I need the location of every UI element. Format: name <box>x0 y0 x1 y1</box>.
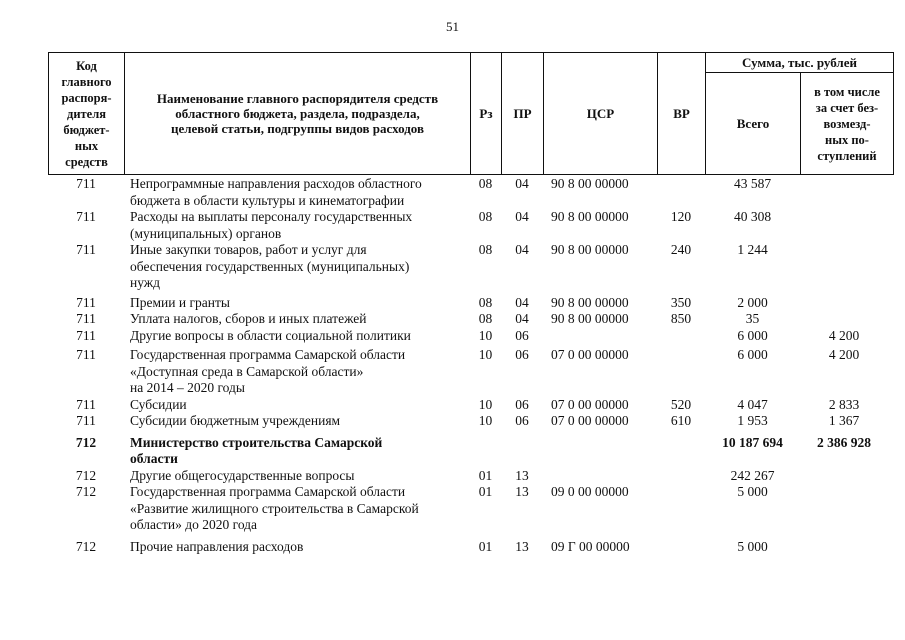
cell-vtch <box>800 484 888 534</box>
header-kod-line: ных <box>74 138 99 153</box>
header-vtch <box>801 73 894 175</box>
cell-kod: 711 <box>76 311 96 326</box>
header-vr: ВР <box>658 53 706 175</box>
table-row <box>48 484 888 534</box>
cell-vsego: 6 000 <box>737 347 768 362</box>
cell-csr: 90 8 00 00000 <box>551 209 629 224</box>
table-row <box>48 344 888 397</box>
header-vtch-line: в том числе <box>814 84 880 99</box>
cell-pr: 04 <box>515 209 529 224</box>
cell-vsego: 43 587 <box>733 176 772 191</box>
header-csr: ЦСР <box>544 53 658 175</box>
cell-name-line: Премии и гранты <box>130 294 230 310</box>
cell-vr <box>657 534 705 556</box>
cell-csr <box>543 328 657 345</box>
cell-name-line: нужд <box>130 275 160 290</box>
cell-vtch: 1 367 <box>828 413 860 428</box>
cell-name-line: Субсидии <box>130 396 187 412</box>
cell-name-line: Другие общегосударственные вопросы <box>130 467 355 483</box>
table-row <box>48 534 888 556</box>
cell-vtch: 4 200 <box>828 327 860 343</box>
cell-name-line: Расходы на выплаты персоналу государственных <box>130 209 413 224</box>
cell-name-line: Государственная программа Самарской области <box>130 484 406 499</box>
cell-kod: 711 <box>76 294 96 310</box>
cell-kod: 712 <box>75 467 97 483</box>
header-summa: Сумма, тыс. рублей <box>706 53 894 73</box>
cell-name-line: Непрограммные направления расходов областного <box>130 176 422 191</box>
cell-vr: 610 <box>670 413 692 428</box>
cell-csr: 09 Г 00 00000 <box>551 538 630 554</box>
cell-pr: 06 <box>515 327 529 343</box>
cell-csr: 90 8 00 00000 <box>551 242 629 257</box>
header-rz: Рз <box>471 53 502 175</box>
cell-name-line: Государственная программа Самарской области <box>130 347 406 362</box>
cell-name-line: Прочие направления расходов <box>130 538 304 554</box>
cell-csr: 07 0 00 00000 <box>551 413 629 428</box>
cell-name <box>124 176 470 209</box>
cell-csr: 90 8 00 00000 <box>551 294 629 310</box>
cell-name-line: области» до 2020 года <box>130 517 258 532</box>
cell-name-line: «Развитие жилищного строительства в Самарской <box>130 500 419 516</box>
cell-kod: 711 <box>76 347 96 362</box>
header-kod-line: распоря- <box>61 90 112 105</box>
cell-pr: 06 <box>515 396 529 412</box>
header-name-line: Наименование главного распорядителя средств <box>156 91 439 106</box>
cell-kod: 712 <box>75 538 97 554</box>
cell-rz: 08 <box>478 209 493 224</box>
cell-vtch: 4 200 <box>828 347 860 362</box>
cell-vsego: 242 267 <box>730 467 775 483</box>
cell-vr <box>657 484 705 534</box>
cell-vr <box>657 430 705 468</box>
header-kod-line: Код <box>76 58 97 73</box>
cell-csr: 90 8 00 00000 <box>551 311 629 326</box>
cell-kod: 711 <box>76 327 96 343</box>
cell-name-line: «Доступная среда в Самарской области» <box>130 363 364 379</box>
cell-rz: 01 <box>478 538 493 554</box>
table-row <box>48 209 888 242</box>
cell-vr <box>657 468 705 485</box>
cell-vsego: 4 047 <box>737 396 768 412</box>
header-vtch-line: за счет без- <box>815 100 879 115</box>
cell-vtch <box>800 292 888 312</box>
header-kod-line: дителя <box>67 106 106 121</box>
table-row <box>48 311 888 328</box>
cell-kod: 712 <box>75 434 97 450</box>
cell-name <box>124 209 470 242</box>
header-kod <box>49 53 125 175</box>
cell-name-line: (муниципальных) органов <box>130 225 282 241</box>
cell-rz: 10 <box>478 413 493 428</box>
cell-name <box>124 242 470 292</box>
cell-vsego: 5 000 <box>737 484 768 499</box>
cell-vsego: 5 000 <box>737 538 768 554</box>
table-row <box>48 397 888 414</box>
cell-pr: 04 <box>515 176 529 191</box>
cell-vr <box>657 176 705 209</box>
cell-vr: 240 <box>670 242 692 257</box>
cell-name-line: Другие вопросы в области социальной политики <box>130 327 411 343</box>
header-vtch-line: возмезд- <box>823 116 871 131</box>
cell-name-line: бюджета в области культуры и кинематографии <box>130 192 405 208</box>
table-header <box>48 52 894 175</box>
cell-vtch <box>800 242 888 292</box>
cell-csr: 09 0 00 00000 <box>551 484 629 499</box>
cell-vtch <box>800 468 888 485</box>
cell-pr <box>501 430 543 468</box>
cell-csr <box>543 468 657 485</box>
cell-vr: 350 <box>670 294 692 310</box>
cell-csr: 90 8 00 00000 <box>551 176 629 191</box>
cell-kod: 711 <box>76 413 96 428</box>
cell-vtch <box>800 209 888 242</box>
cell-vr: 850 <box>670 311 692 326</box>
cell-vtch: 2 833 <box>828 396 860 412</box>
cell-vtch <box>800 534 888 556</box>
header-pr: ПР <box>502 53 544 175</box>
cell-name-line: Министерство строительства Самарской <box>130 434 383 450</box>
header-name-line: целевой статьи, подгруппы видов расходов <box>170 121 425 136</box>
cell-vr <box>657 328 705 345</box>
cell-name <box>124 344 470 397</box>
cell-name-line: Уплата налогов, сборов и иных платежей <box>130 311 367 326</box>
budget-table-body <box>48 176 888 555</box>
cell-vsego: 10 187 694 <box>722 434 783 450</box>
cell-name <box>124 292 470 312</box>
header-kod-line: бюджет- <box>63 122 110 137</box>
cell-vr: 520 <box>670 396 692 412</box>
cell-pr: 06 <box>515 347 529 362</box>
header-kod-line: средств <box>65 154 108 169</box>
cell-vsego: 35 <box>745 311 760 326</box>
cell-name <box>124 413 470 430</box>
cell-pr: 13 <box>515 484 529 499</box>
cell-name <box>124 328 470 345</box>
header-vtch-line: ступлений <box>817 148 877 163</box>
table-row <box>48 292 888 312</box>
cell-name <box>124 397 470 414</box>
cell-rz: 10 <box>478 396 493 412</box>
cell-vtch <box>800 311 888 328</box>
cell-pr: 13 <box>515 538 529 554</box>
cell-name <box>124 430 470 468</box>
cell-rz: 01 <box>478 484 493 499</box>
cell-vtch <box>800 176 888 209</box>
cell-pr: 04 <box>515 294 529 310</box>
cell-kod: 711 <box>76 242 96 257</box>
cell-vsego: 1 953 <box>737 413 768 428</box>
cell-name <box>124 311 470 328</box>
cell-rz: 01 <box>478 467 493 483</box>
cell-csr: 07 0 00 00000 <box>551 396 629 412</box>
table-row <box>48 242 888 292</box>
cell-name-line: обеспечения государственных (муниципальных) <box>130 258 410 274</box>
cell-vtch: 2 386 928 <box>817 434 871 450</box>
cell-csr: 07 0 00 00000 <box>551 347 629 362</box>
cell-rz: 10 <box>478 347 493 362</box>
cell-vr <box>657 344 705 397</box>
cell-vsego: 6 000 <box>737 327 768 343</box>
cell-name-line: на 2014 – 2020 годы <box>130 380 245 395</box>
table-row <box>48 413 888 430</box>
header-name-line: областного бюджета, раздела, подраздела, <box>175 106 420 121</box>
table-row <box>48 430 888 468</box>
cell-kod: 711 <box>76 396 96 412</box>
cell-name <box>124 468 470 485</box>
cell-name-line: Иные закупки товаров, работ и услуг для <box>130 242 367 257</box>
cell-name-line: Субсидии бюджетным учреждениям <box>130 413 341 428</box>
cell-rz: 10 <box>478 327 493 343</box>
cell-rz: 08 <box>478 294 493 310</box>
cell-name <box>124 484 470 534</box>
cell-vsego: 1 244 <box>737 242 768 257</box>
table-row <box>48 328 888 345</box>
cell-vsego: 40 308 <box>733 209 772 224</box>
cell-pr: 04 <box>515 242 529 257</box>
table-row <box>48 468 888 485</box>
cell-kod: 711 <box>76 209 96 224</box>
cell-name <box>124 534 470 556</box>
cell-kod: 712 <box>75 484 97 499</box>
cell-vsego: 2 000 <box>737 294 768 310</box>
header-kod-line: главного <box>61 74 112 89</box>
cell-kod: 711 <box>76 176 96 191</box>
cell-pr: 13 <box>515 467 529 483</box>
header-vsego: Всего <box>706 73 801 175</box>
cell-csr <box>543 430 657 468</box>
cell-vr: 120 <box>670 209 692 224</box>
cell-name-line: области <box>130 451 178 466</box>
cell-rz: 08 <box>478 176 493 191</box>
cell-rz <box>470 430 501 468</box>
cell-pr: 06 <box>515 413 529 428</box>
cell-rz: 08 <box>478 311 493 326</box>
header-name <box>125 53 471 175</box>
page-number: 51 <box>446 19 459 34</box>
header-vtch-line: ных по- <box>825 132 869 147</box>
cell-rz: 08 <box>478 242 493 257</box>
table-row <box>48 176 888 209</box>
cell-pr: 04 <box>515 311 529 326</box>
